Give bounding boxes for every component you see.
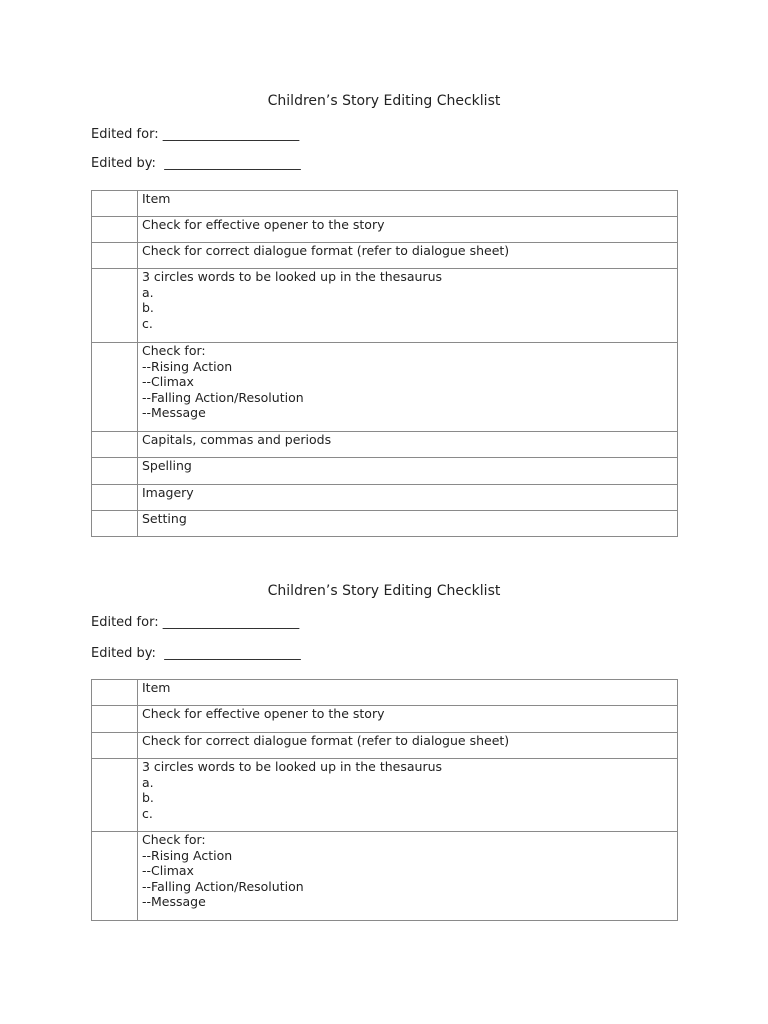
item-cell: 3 circles words to be looked up in the thesaurus a. b. c.: [138, 759, 678, 832]
check-box-cell[interactable]: [92, 733, 138, 759]
item-cell: Item: [138, 680, 678, 706]
check-box-cell[interactable]: [92, 485, 138, 511]
checklist-title: Children’s Story Editing Checklist: [267, 93, 501, 109]
table-row: [92, 680, 678, 706]
edited-by-label: Edited by:: [91, 156, 156, 171]
check-box-cell[interactable]: [92, 432, 138, 458]
edited-by-blank: _____________________: [164, 156, 301, 171]
item-cell: 3 circles words to be looked up in the thesaurus a. b. c.: [138, 269, 678, 343]
edited-by-field: [91, 156, 301, 172]
table-row: [92, 706, 678, 733]
table-row: [92, 485, 678, 511]
item-cell: Imagery: [138, 485, 678, 511]
table-row: [92, 759, 678, 832]
check-box-cell[interactable]: [92, 759, 138, 832]
item-cell: Check for correct dialogue format (refer to dialogue sheet): [138, 733, 678, 759]
check-box-cell[interactable]: [92, 191, 138, 217]
check-box-cell[interactable]: [92, 832, 138, 921]
item-cell: Check for correct dialogue format (refer to dialogue sheet): [138, 243, 678, 269]
item-cell: Spelling: [138, 458, 678, 485]
check-box-cell[interactable]: [92, 269, 138, 343]
check-box-cell[interactable]: [92, 511, 138, 537]
edited-by-field: [91, 646, 301, 662]
table-row: [92, 217, 678, 243]
edited-for-field: [91, 127, 299, 143]
edited-for-blank: _____________________: [162, 615, 300, 630]
checklist-table: [91, 679, 678, 921]
edited-for-blank: _____________________: [162, 127, 300, 142]
table-row: [92, 832, 678, 921]
item-cell: Check for effective opener to the story: [138, 706, 678, 733]
check-box-cell[interactable]: [92, 706, 138, 733]
item-cell: Check for: --Rising Action --Climax --Falling Action/Resolution --Message: [138, 343, 678, 432]
check-box-cell[interactable]: [92, 243, 138, 269]
table-row: [92, 343, 678, 432]
checklist-table: [91, 190, 678, 537]
table-row: [92, 458, 678, 485]
edited-by-blank: _____________________: [164, 646, 301, 661]
edited-by-label: Edited by:: [91, 646, 156, 661]
table-row: [92, 243, 678, 269]
table-row: [92, 191, 678, 217]
check-box-cell[interactable]: [92, 343, 138, 432]
table-row: [92, 269, 678, 343]
table-row: [92, 733, 678, 759]
item-cell: Check for: --Rising Action --Climax --Falling Action/Resolution --Message: [138, 832, 678, 921]
check-box-cell[interactable]: [92, 217, 138, 243]
check-box-cell[interactable]: [92, 680, 138, 706]
table-row: [92, 432, 678, 458]
check-box-cell[interactable]: [92, 458, 138, 485]
edited-for-label: Edited for:: [91, 615, 159, 630]
edited-for-field: [91, 615, 299, 631]
table-row: [92, 511, 678, 537]
item-cell: Check for effective opener to the story: [138, 217, 678, 243]
item-cell: Capitals, commas and periods: [138, 432, 678, 458]
edited-for-label: Edited for:: [91, 127, 159, 142]
item-cell: Item: [138, 191, 678, 217]
item-cell: Setting: [138, 511, 678, 537]
checklist-title: Children’s Story Editing Checklist: [267, 583, 501, 599]
